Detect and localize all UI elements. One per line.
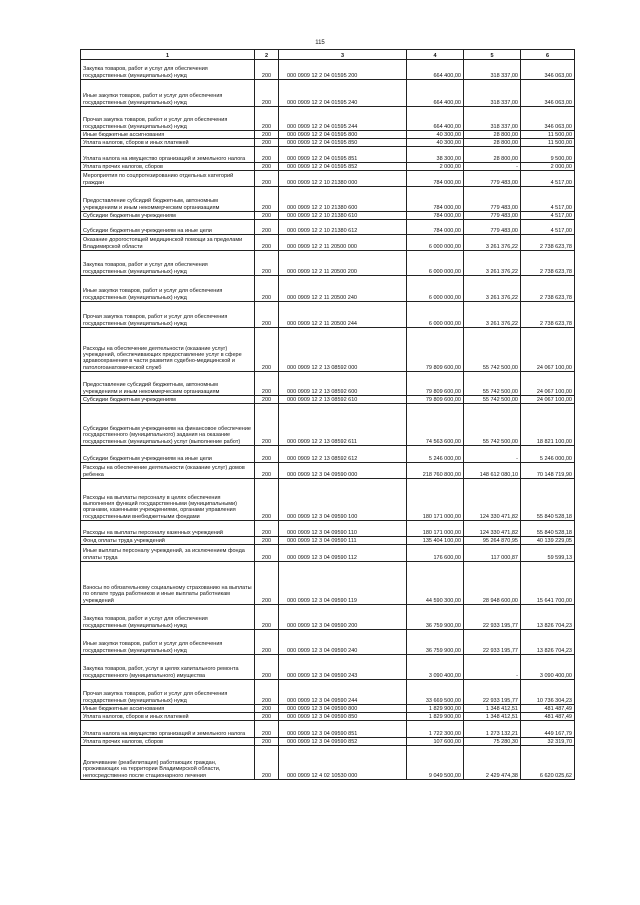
row-code-cell: 000 0909 12 2 10 21380 600 <box>279 187 407 212</box>
row-kod-cell: 200 <box>255 107 279 131</box>
row-kod-cell: 200 <box>255 605 279 630</box>
column-header: 4 <box>407 50 464 60</box>
row-kod-cell: 200 <box>255 163 279 171</box>
row-kod-cell: 200 <box>255 463 279 479</box>
unexecuted-amount-cell: 55 840 528,18 <box>521 521 575 537</box>
table-row <box>81 479 575 521</box>
table-row <box>81 139 575 147</box>
row-kod-cell: 200 <box>255 746 279 780</box>
row-name-cell: Фонд оплаты труда учреждений <box>81 537 255 545</box>
row-kod-cell: 200 <box>255 212 279 220</box>
row-kod-cell: 200 <box>255 147 279 163</box>
row-kod-cell: 200 <box>255 302 279 328</box>
row-code-cell: 000 0909 12 2 10 21380 612 <box>279 220 407 235</box>
unexecuted-amount-cell: 2 738 623,78 <box>521 276 575 302</box>
table-row <box>81 655 575 680</box>
row-code-cell: 000 0909 12 2 11 20500 200 <box>279 251 407 276</box>
executed-amount-cell: 318 337,00 <box>464 80 521 107</box>
row-code-cell: 000 0909 12 2 13 08592 611 <box>279 404 407 446</box>
approved-amount-cell: 664 400,00 <box>407 80 464 107</box>
unexecuted-amount-cell: 9 500,00 <box>521 147 575 163</box>
row-name-cell: Субсидии бюджетным учреждениям на финансовое обеспечение государственного (муниципального) задания на оказание государственных (муниципальных) услуг (выполнение работ) <box>81 404 255 446</box>
table-row <box>81 630 575 655</box>
unexecuted-amount-cell: 3 090 400,00 <box>521 655 575 680</box>
unexecuted-amount-cell: 11 500,00 <box>521 139 575 147</box>
executed-amount-cell: - <box>464 655 521 680</box>
row-name-cell: Уплата налога на имущество организаций и земельного налога <box>81 721 255 738</box>
unexecuted-amount-cell: 346 063,00 <box>521 80 575 107</box>
executed-amount-cell: 779 483,00 <box>464 212 521 220</box>
row-name-cell: Прочая закупка товаров, работ и услуг для обеспечения государственных (муниципальных) нужд <box>81 680 255 705</box>
row-name-cell: Уплата налога на имущество организаций и земельного налога <box>81 147 255 163</box>
row-kod-cell: 200 <box>255 479 279 521</box>
table-row <box>81 131 575 139</box>
row-kod-cell: 200 <box>255 60 279 80</box>
table-row <box>81 372 575 396</box>
executed-amount-cell: 3 261 376,22 <box>464 276 521 302</box>
row-code-cell: 000 0909 12 2 13 08592 612 <box>279 446 407 463</box>
unexecuted-amount-cell: 24 067 100,00 <box>521 396 575 404</box>
approved-amount-cell: 3 090 400,00 <box>407 655 464 680</box>
executed-amount-cell: 3 261 376,22 <box>464 302 521 328</box>
row-name-cell: Расходы на обеспечение деятельности (оказание услуг) домов ребенка <box>81 463 255 479</box>
executed-amount-cell: 2 429 474,38 <box>464 746 521 780</box>
approved-amount-cell: 6 000 000,00 <box>407 251 464 276</box>
executed-amount-cell: 3 261 376,22 <box>464 251 521 276</box>
row-kod-cell: 200 <box>255 404 279 446</box>
page-number: 115 <box>315 40 325 46</box>
executed-amount-cell: 124 330 471,82 <box>464 521 521 537</box>
unexecuted-amount-cell: 2 000,00 <box>521 163 575 171</box>
unexecuted-amount-cell: 4 517,00 <box>521 220 575 235</box>
table-row <box>81 251 575 276</box>
approved-amount-cell: 784 000,00 <box>407 212 464 220</box>
row-code-cell: 000 0909 12 2 10 21380 000 <box>279 171 407 187</box>
row-kod-cell: 200 <box>255 171 279 187</box>
executed-amount-cell: 318 337,00 <box>464 60 521 80</box>
table-row <box>81 171 575 187</box>
row-code-cell: 000 0909 12 3 04 09590 850 <box>279 713 407 721</box>
row-name-cell: Иные закупки товаров, работ и услуг для обеспечения государственных (муниципальных) нужд <box>81 630 255 655</box>
approved-amount-cell: 784 000,00 <box>407 220 464 235</box>
column-header: 2 <box>255 50 279 60</box>
row-kod-cell: 200 <box>255 80 279 107</box>
row-kod-cell: 200 <box>255 537 279 545</box>
row-name-cell: Предоставление субсидий бюджетным, автономным учреждениям и иным некоммерческим организациям <box>81 187 255 212</box>
unexecuted-amount-cell: 13 826 704,23 <box>521 605 575 630</box>
table-row <box>81 404 575 446</box>
row-name-cell: Уплата налогов, сборов и иных платежей <box>81 139 255 147</box>
row-kod-cell: 200 <box>255 521 279 537</box>
row-code-cell: 000 0909 12 3 04 09590 852 <box>279 738 407 746</box>
row-name-cell: Иные бюджетные ассигнования <box>81 131 255 139</box>
executed-amount-cell: 124 330 471,82 <box>464 479 521 521</box>
row-code-cell: 000 0909 12 2 04 01595 240 <box>279 80 407 107</box>
row-code-cell: 000 0909 12 3 04 09590 851 <box>279 721 407 738</box>
approved-amount-cell: 180 171 000,00 <box>407 521 464 537</box>
row-code-cell: 000 0909 12 3 04 09590 112 <box>279 545 407 562</box>
table-row <box>81 545 575 562</box>
row-kod-cell: 200 <box>255 705 279 713</box>
approved-amount-cell: 79 809 600,00 <box>407 372 464 396</box>
row-code-cell: 000 0909 12 2 04 01595 244 <box>279 107 407 131</box>
row-name-cell: Закупка товаров, работ и услуг для обеспечения государственных (муниципальных) нужд <box>81 605 255 630</box>
row-kod-cell: 200 <box>255 276 279 302</box>
row-name-cell: Прочая закупка товаров, работ и услуг для обеспечения государственных (муниципальных) нужд <box>81 107 255 131</box>
executed-amount-cell: 22 933 195,77 <box>464 605 521 630</box>
executed-amount-cell: 55 742 500,00 <box>464 328 521 372</box>
unexecuted-amount-cell: 4 517,00 <box>521 212 575 220</box>
row-kod-cell: 200 <box>255 562 279 605</box>
row-kod-cell: 200 <box>255 630 279 655</box>
table-row <box>81 713 575 721</box>
row-name-cell: Оказание дорогостоящей медицинской помощи за пределами Владимирской области <box>81 235 255 251</box>
table-row <box>81 302 575 328</box>
approved-amount-cell: 6 000 000,00 <box>407 235 464 251</box>
unexecuted-amount-cell: 2 738 623,78 <box>521 302 575 328</box>
row-name-cell: Расходы на обеспечение деятельности (оказание услуг) учреждений, обеспечивающих предоставление услуг в сфере здравоохранения в части развития судебно-медицинской и патологоанатомической служб <box>81 328 255 372</box>
executed-amount-cell: 1 348 412,51 <box>464 705 521 713</box>
unexecuted-amount-cell: 59 599,13 <box>521 545 575 562</box>
table-row <box>81 746 575 780</box>
column-header: 3 <box>279 50 407 60</box>
unexecuted-amount-cell: 24 067 100,00 <box>521 372 575 396</box>
approved-amount-cell: 5 246 000,00 <box>407 446 464 463</box>
table-row <box>81 220 575 235</box>
row-kod-cell: 200 <box>255 235 279 251</box>
executed-amount-cell: 55 742 500,00 <box>464 396 521 404</box>
table-row <box>81 235 575 251</box>
row-name-cell: Субсидии бюджетным учреждениям <box>81 212 255 220</box>
table-row <box>81 680 575 705</box>
row-code-cell: 000 0909 12 2 10 21380 610 <box>279 212 407 220</box>
row-name-cell: Иные выплаты персоналу учреждений, за исключением фонда оплаты труда <box>81 545 255 562</box>
unexecuted-amount-cell: 24 067 100,00 <box>521 328 575 372</box>
approved-amount-cell: 1 722 300,00 <box>407 721 464 738</box>
row-name-cell: Предоставление субсидий бюджетным, автономным учреждениям и иным некоммерческим организациям <box>81 372 255 396</box>
row-name-cell: Закупка товаров, работ и услуг для обеспечения государственных (муниципальных) нужд <box>81 251 255 276</box>
row-code-cell: 000 0909 12 2 04 01595 850 <box>279 139 407 147</box>
table-row <box>81 163 575 171</box>
approved-amount-cell: 664 400,00 <box>407 107 464 131</box>
approved-amount-cell: 180 171 000,00 <box>407 479 464 521</box>
row-kod-cell: 200 <box>255 187 279 212</box>
row-code-cell: 000 0909 12 4 02 10530 000 <box>279 746 407 780</box>
row-code-cell: 000 0909 12 2 04 01595 852 <box>279 163 407 171</box>
table-row <box>81 605 575 630</box>
row-name-cell: Расходы на выплаты персоналу казенных учреждений <box>81 521 255 537</box>
approved-amount-cell: 2 000,00 <box>407 163 464 171</box>
row-code-cell: 000 0909 12 2 04 01595 851 <box>279 147 407 163</box>
row-code-cell: 000 0909 12 3 04 09590 240 <box>279 630 407 655</box>
unexecuted-amount-cell: 4 517,00 <box>521 187 575 212</box>
unexecuted-amount-cell: 6 620 025,62 <box>521 746 575 780</box>
unexecuted-amount-cell: 15 641 700,00 <box>521 562 575 605</box>
budget-table <box>80 49 575 780</box>
executed-amount-cell: 28 948 600,00 <box>464 562 521 605</box>
executed-amount-cell: 75 280,30 <box>464 738 521 746</box>
approved-amount-cell: 9 049 500,00 <box>407 746 464 780</box>
unexecuted-amount-cell: 2 738 623,78 <box>521 235 575 251</box>
unexecuted-amount-cell: 13 826 704,23 <box>521 630 575 655</box>
unexecuted-amount-cell: 55 840 528,18 <box>521 479 575 521</box>
executed-amount-cell: - <box>464 163 521 171</box>
approved-amount-cell: 784 000,00 <box>407 171 464 187</box>
executed-amount-cell: 318 337,00 <box>464 107 521 131</box>
table-row <box>81 107 575 131</box>
row-code-cell: 000 0909 12 3 04 09590 244 <box>279 680 407 705</box>
unexecuted-amount-cell: 40 139 229,05 <box>521 537 575 545</box>
table-row <box>81 446 575 463</box>
row-name-cell: Расходы на выплаты персоналу в целях обеспечения выполнения функций государственными (муниципальными) органами, казенными учреждениями, органами управления государственными внебюджетными фондами <box>81 479 255 521</box>
executed-amount-cell: 3 261 376,22 <box>464 235 521 251</box>
row-code-cell: 000 0909 12 3 04 09590 200 <box>279 605 407 630</box>
table-row <box>81 187 575 212</box>
unexecuted-amount-cell: 70 148 719,90 <box>521 463 575 479</box>
row-name-cell: Уплата прочих налогов, сборов <box>81 738 255 746</box>
row-kod-cell: 200 <box>255 655 279 680</box>
row-code-cell: 000 0909 12 3 04 09590 000 <box>279 463 407 479</box>
approved-amount-cell: 664 400,00 <box>407 60 464 80</box>
approved-amount-cell: 44 590 300,00 <box>407 562 464 605</box>
executed-amount-cell: 55 742 500,00 <box>464 404 521 446</box>
row-code-cell: 000 0909 12 3 04 09590 119 <box>279 562 407 605</box>
row-code-cell: 000 0909 12 2 11 20500 240 <box>279 276 407 302</box>
unexecuted-amount-cell: 346 063,00 <box>521 60 575 80</box>
unexecuted-amount-cell: 4 517,00 <box>521 171 575 187</box>
table-row <box>81 328 575 372</box>
executed-amount-cell: 22 933 195,77 <box>464 680 521 705</box>
row-kod-cell: 200 <box>255 131 279 139</box>
approved-amount-cell: 38 300,00 <box>407 147 464 163</box>
row-kod-cell: 200 <box>255 220 279 235</box>
row-kod-cell: 200 <box>255 680 279 705</box>
row-name-cell: Уплата налогов, сборов и иных платежей <box>81 713 255 721</box>
table-row <box>81 276 575 302</box>
row-kod-cell: 200 <box>255 251 279 276</box>
approved-amount-cell: 107 600,00 <box>407 738 464 746</box>
executed-amount-cell: - <box>464 446 521 463</box>
row-name-cell: Иные закупки товаров, работ и услуг для обеспечения государственных (муниципальных) нужд <box>81 276 255 302</box>
column-header: 1 <box>81 50 255 60</box>
executed-amount-cell: 1 273 132,21 <box>464 721 521 738</box>
unexecuted-amount-cell: 481 487,49 <box>521 705 575 713</box>
row-code-cell: 000 0909 12 2 13 08592 000 <box>279 328 407 372</box>
unexecuted-amount-cell: 10 736 304,23 <box>521 680 575 705</box>
row-name-cell: Субсидии бюджетным учреждениям на иные цели <box>81 446 255 463</box>
row-name-cell: Иные бюджетные ассигнования <box>81 705 255 713</box>
table-body <box>81 60 575 780</box>
row-name-cell: Взносы по обязательному социальному страхованию на выплаты по оплате труда работников и иные выплаты работникам учреждений <box>81 562 255 605</box>
row-kod-cell: 200 <box>255 446 279 463</box>
row-code-cell: 000 0909 12 2 13 08592 610 <box>279 396 407 404</box>
row-name-cell: Долечивание (реабилитация) работающих граждан, проживающих на территории Владимирской области, непосредственно после стационарного лечения <box>81 746 255 780</box>
row-name-cell: Уплата прочих налогов, сборов <box>81 163 255 171</box>
unexecuted-amount-cell: 346 063,00 <box>521 107 575 131</box>
approved-amount-cell: 1 829 900,00 <box>407 713 464 721</box>
row-code-cell: 000 0909 12 3 04 09590 243 <box>279 655 407 680</box>
row-code-cell: 000 0909 12 3 04 09590 800 <box>279 705 407 713</box>
table-row <box>81 147 575 163</box>
row-name-cell: Субсидии бюджетным учреждениям на иные цели <box>81 220 255 235</box>
table-row <box>81 738 575 746</box>
unexecuted-amount-cell: 11 500,00 <box>521 131 575 139</box>
row-name-cell: Закупка товаров, работ, услуг в целях капитального ремонта государственного (муниципального) имущества <box>81 655 255 680</box>
approved-amount-cell: 135 404 100,00 <box>407 537 464 545</box>
column-header: 5 <box>464 50 521 60</box>
row-kod-cell: 200 <box>255 372 279 396</box>
row-code-cell: 000 0909 12 3 04 09590 100 <box>279 479 407 521</box>
row-name-cell: Субсидии бюджетным учреждениям <box>81 396 255 404</box>
approved-amount-cell: 40 300,00 <box>407 139 464 147</box>
table-header-row <box>81 50 575 60</box>
row-code-cell: 000 0909 12 2 04 01595 200 <box>279 60 407 80</box>
row-kod-cell: 200 <box>255 721 279 738</box>
approved-amount-cell: 784 000,00 <box>407 187 464 212</box>
column-header: 6 <box>521 50 575 60</box>
table-row <box>81 721 575 738</box>
row-name-cell: Иные закупки товаров, работ и услуг для обеспечения государственных (муниципальных) нужд <box>81 80 255 107</box>
unexecuted-amount-cell: 2 738 623,78 <box>521 251 575 276</box>
approved-amount-cell: 74 563 600,00 <box>407 404 464 446</box>
executed-amount-cell: 28 800,00 <box>464 147 521 163</box>
approved-amount-cell: 36 759 900,00 <box>407 630 464 655</box>
executed-amount-cell: 55 742 500,00 <box>464 372 521 396</box>
row-name-cell: Прочая закупка товаров, работ и услуг для обеспечения государственных (муниципальных) нужд <box>81 302 255 328</box>
executed-amount-cell: 779 483,00 <box>464 171 521 187</box>
approved-amount-cell: 1 829 900,00 <box>407 705 464 713</box>
executed-amount-cell: 779 483,00 <box>464 220 521 235</box>
row-code-cell: 000 0909 12 3 04 09590 111 <box>279 537 407 545</box>
row-name-cell: Закупка товаров, работ и услуг для обеспечения государственных (муниципальных) нужд <box>81 60 255 80</box>
row-kod-cell: 200 <box>255 396 279 404</box>
table-row <box>81 562 575 605</box>
unexecuted-amount-cell: 5 246 000,00 <box>521 446 575 463</box>
executed-amount-cell: 148 612 080,10 <box>464 463 521 479</box>
row-code-cell: 000 0909 12 2 11 20500 000 <box>279 235 407 251</box>
approved-amount-cell: 79 809 600,00 <box>407 328 464 372</box>
row-code-cell: 000 0909 12 3 04 09590 110 <box>279 521 407 537</box>
approved-amount-cell: 176 600,00 <box>407 545 464 562</box>
row-kod-cell: 200 <box>255 328 279 372</box>
table-row <box>81 521 575 537</box>
row-code-cell: 000 0909 12 2 11 20500 244 <box>279 302 407 328</box>
approved-amount-cell: 218 760 800,00 <box>407 463 464 479</box>
executed-amount-cell: 22 933 195,77 <box>464 630 521 655</box>
row-code-cell: 000 0909 12 2 13 08592 600 <box>279 372 407 396</box>
table-row <box>81 396 575 404</box>
table-row <box>81 463 575 479</box>
executed-amount-cell: 28 800,00 <box>464 139 521 147</box>
unexecuted-amount-cell: 449 167,79 <box>521 721 575 738</box>
executed-amount-cell: 779 483,00 <box>464 187 521 212</box>
unexecuted-amount-cell: 18 821 100,00 <box>521 404 575 446</box>
unexecuted-amount-cell: 32 319,70 <box>521 738 575 746</box>
approved-amount-cell: 6 000 000,00 <box>407 276 464 302</box>
table-row <box>81 537 575 545</box>
executed-amount-cell: 95 264 870,95 <box>464 537 521 545</box>
approved-amount-cell: 79 809 600,00 <box>407 396 464 404</box>
approved-amount-cell: 33 669 500,00 <box>407 680 464 705</box>
executed-amount-cell: 117 000,87 <box>464 545 521 562</box>
approved-amount-cell: 6 000 000,00 <box>407 302 464 328</box>
executed-amount-cell: 1 348 412,51 <box>464 713 521 721</box>
row-kod-cell: 200 <box>255 738 279 746</box>
unexecuted-amount-cell: 481 487,49 <box>521 713 575 721</box>
row-kod-cell: 200 <box>255 713 279 721</box>
approved-amount-cell: 36 759 900,00 <box>407 605 464 630</box>
table-row <box>81 705 575 713</box>
approved-amount-cell: 40 300,00 <box>407 131 464 139</box>
row-code-cell: 000 0909 12 2 04 01595 800 <box>279 131 407 139</box>
table-row <box>81 80 575 107</box>
table-row <box>81 212 575 220</box>
table-row <box>81 60 575 80</box>
executed-amount-cell: 28 800,00 <box>464 131 521 139</box>
row-name-cell: Мероприятия по соцпротезированию отдельных категорий граждан <box>81 171 255 187</box>
row-kod-cell: 200 <box>255 545 279 562</box>
row-kod-cell: 200 <box>255 139 279 147</box>
